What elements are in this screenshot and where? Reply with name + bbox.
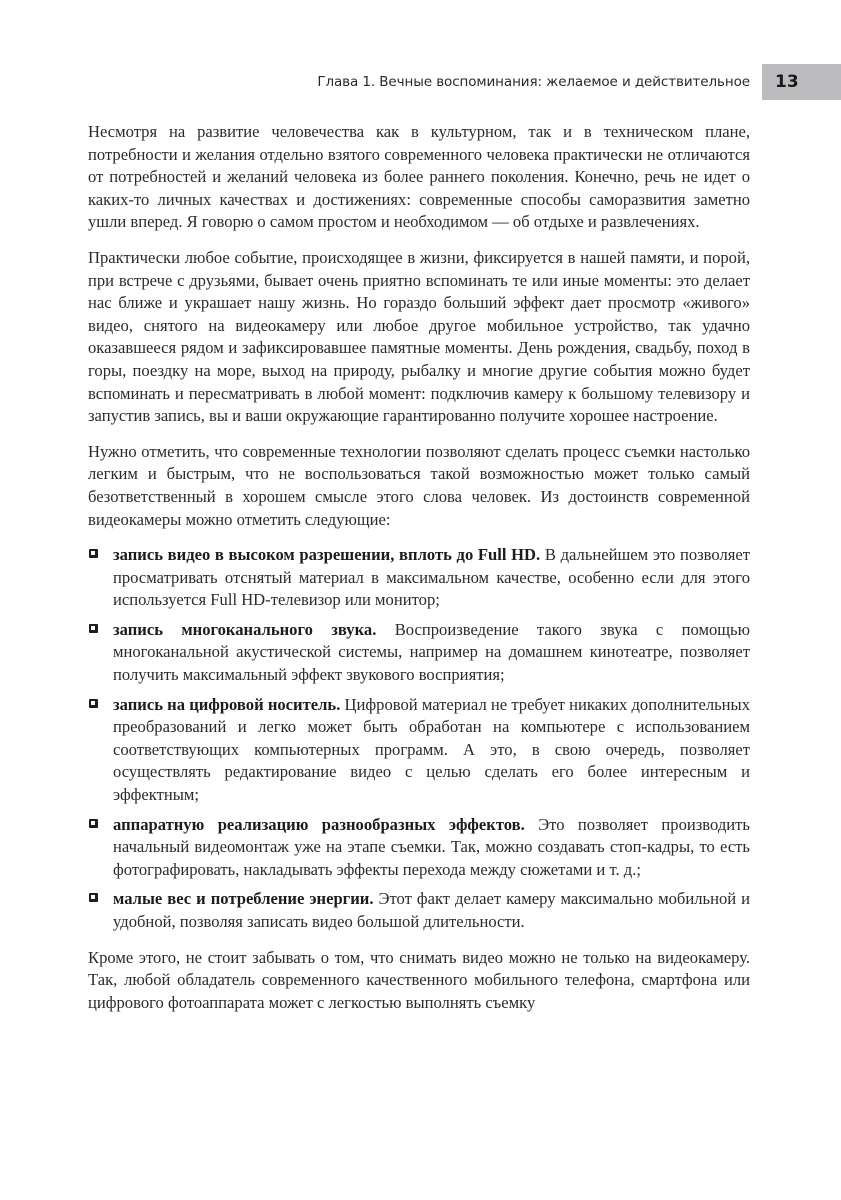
paragraph: Практически любое событие, происходящее в жизни, фиксируется в нашей памяти, и порой, при встрече с друзьями, бывает очень приятно вспоминать те или иные моменты: это делает нас ближе и украшает нашу жизнь. Но гораздо больший эффект дает просмотр «живого» видео, снятого на видеокамеру или любое другое мобильное устройство, так удачно оказавшееся рядом и зафиксировавшее памятные моменты. День рождения, свадьбу, поход в горы, поездку на море, выход на природу, рыбалку и многие другие события можно будет вспоминать и пересматривать в любой момент: подключив камеру к большому телевизору и запустив запись, вы и ваши окружающие гарантированно получите хорошее настроение. [88,247,750,426]
list-item [88,888,750,933]
advantages-list [88,544,750,934]
checkbox-bullet-icon [89,819,98,828]
list-item [88,619,750,687]
chapter-title: Глава 1. Вечные воспоминания: желаемое и действительное [317,74,750,90]
list-item-text: Цифровой материал не требует никаких дополнительных преобразований и легко может быть обработан на компьютере с использованием соответствующих компьютерных программ. А это, в свою очередь, позволяет осуществлять редактирование видео с целью сделать его более интересным и эффектным; [113,694,751,805]
body-text [88,121,750,1027]
list-item [88,694,750,807]
paragraph: Кроме этого, не стоит забывать о том, что снимать видео можно не только на видеокамеру. Так, любой обладатель современного качественного мобильного телефона, смартфона или цифрового фотоаппарата может с легкостью выполнять съемку [88,947,750,1012]
list-item-text: Этот факт делает камеру максимально мобильной и удобной, позволяя записать видео большой длительности. [113,889,751,931]
list-item-lead: запись на цифровой носитель. [113,694,341,714]
list-item-lead: запись многоканального звука. [113,619,377,639]
running-header [317,64,841,100]
paragraph: Нужно отметить, что современные технологии позволяют сделать процесс съемки настолько легким и быстрым, что не воспользоваться такой возможностью может только самый безответственный в хорошем смысле этого слова человек. Из достоинств современной видеокамеры можно отметить следующие: [88,441,750,529]
list-item [88,544,750,612]
list-item-lead: запись видео в высоком разрешении, вплоть до Full HD. [113,545,541,565]
list-item-text: В дальнейшем это позволяет просматривать отснятый материал в максимальном качестве, особенно если для этого используется Full HD-телевизор или монитор; [113,545,751,610]
paragraph: Несмотря на развитие человечества как в культурном, так и в техническом плане, потребности и желания отдельно взятого современного человека практически не отличаются от потребностей и желаний человека из более раннего поколения. Конечно, речь не идет о каких-то личных качествах и достижениях: современные способы саморазвития заметно ушли вперед. Я говорю о самом простом и необходимом — об отдыхе и развлечениях. [88,122,750,232]
list-item-lead: аппаратную реализацию разнообразных эффектов. [113,814,525,834]
page-number-box [762,64,841,100]
checkbox-bullet-icon [89,893,98,902]
list-item [88,814,750,882]
checkbox-bullet-icon [89,699,98,708]
list-item-lead: малые вес и потребление энергии. [113,889,374,909]
list-item-text: Это позволяет производить начальный видеомонтаж уже на этапе съемки. Так, можно создавать стоп-кадры, то есть фотографировать, накладывать эффекты перехода между сюжетами и т. д.; [113,814,750,879]
page-number: 13 [775,72,799,92]
checkbox-bullet-icon [89,624,98,633]
checkbox-bullet-icon [89,549,98,558]
list-item-text: Воспроизведение такого звука с помощью многоканальной акустической системы, например на домашнем кинотеатре, позволяет получить максимальный эффект звукового восприятия; [113,619,750,685]
